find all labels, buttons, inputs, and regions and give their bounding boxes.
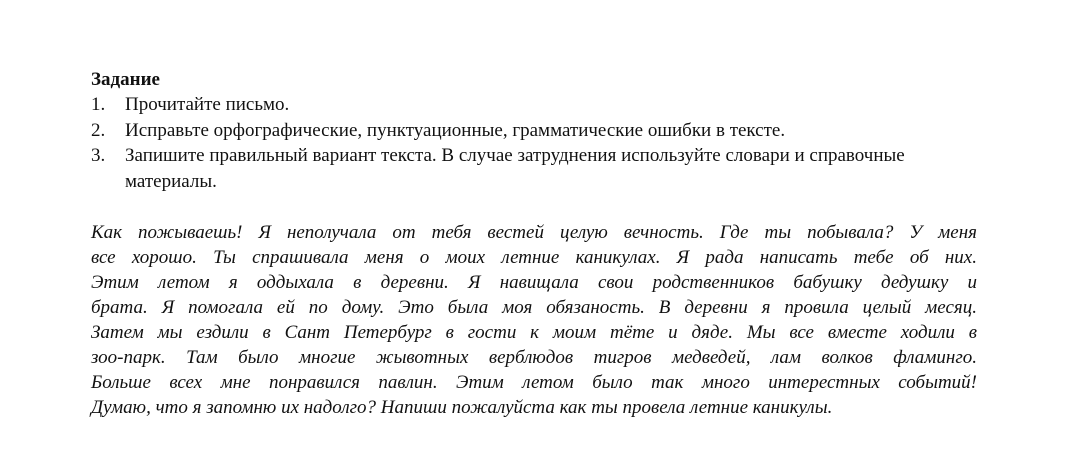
task-item-2 bbox=[91, 118, 965, 144]
letter-line: Затем мы ездили в Сант Петербург в гости к моим тёте и дяде. Мы все вместе ходили в bbox=[91, 322, 977, 343]
task-item-number: 2. bbox=[91, 119, 106, 141]
letter-line: Как пожываешь! Я неполучала от тебя вестей целую вечность. Где ты побывала? У меня bbox=[91, 222, 977, 243]
letter-text bbox=[91, 220, 981, 420]
letter-line: Этим летом я оддыхала в деревни. Я навищала свои родственников бабушку дедушку и bbox=[91, 272, 977, 293]
task-item-text: Прочитайте письмо. bbox=[125, 94, 290, 115]
letter-line: Думаю, что я запомню их надолго? Напиши пожалуйста как ты провела летние каникулы. bbox=[91, 397, 833, 418]
task-item-number: 1. bbox=[91, 94, 106, 115]
document-page bbox=[91, 68, 981, 420]
letter-line: все хорошо. Ты спрашивала меня о моих летние каникулах. Я рада написать тебе об них. bbox=[91, 247, 977, 268]
letter-line: Больше всех мне понравился павлин. Этим летом было так много интерестных событий! bbox=[91, 372, 977, 393]
letter-line: зоо-парк. Там было многие жывотных верблюдов тигров медведей, лам волков фламинго. bbox=[91, 347, 977, 368]
task-item-text: Исправьте орфографические, пунктуационные, грамматические ошибки в тексте. bbox=[125, 119, 786, 141]
task-item-1 bbox=[91, 92, 965, 118]
task-item-number: 3. bbox=[91, 145, 106, 166]
task-item-3 bbox=[91, 143, 965, 194]
task-item-text: Запишите правильный вариант текста. В случае затруднения используйте словари и справочные материалы. bbox=[125, 145, 905, 192]
letter-line: брата. Я помогала ей по дому. Это была моя обязаность. В деревни я провила целый месяц. bbox=[91, 297, 977, 318]
task-title: Задание bbox=[91, 69, 160, 90]
task-list bbox=[91, 92, 981, 194]
